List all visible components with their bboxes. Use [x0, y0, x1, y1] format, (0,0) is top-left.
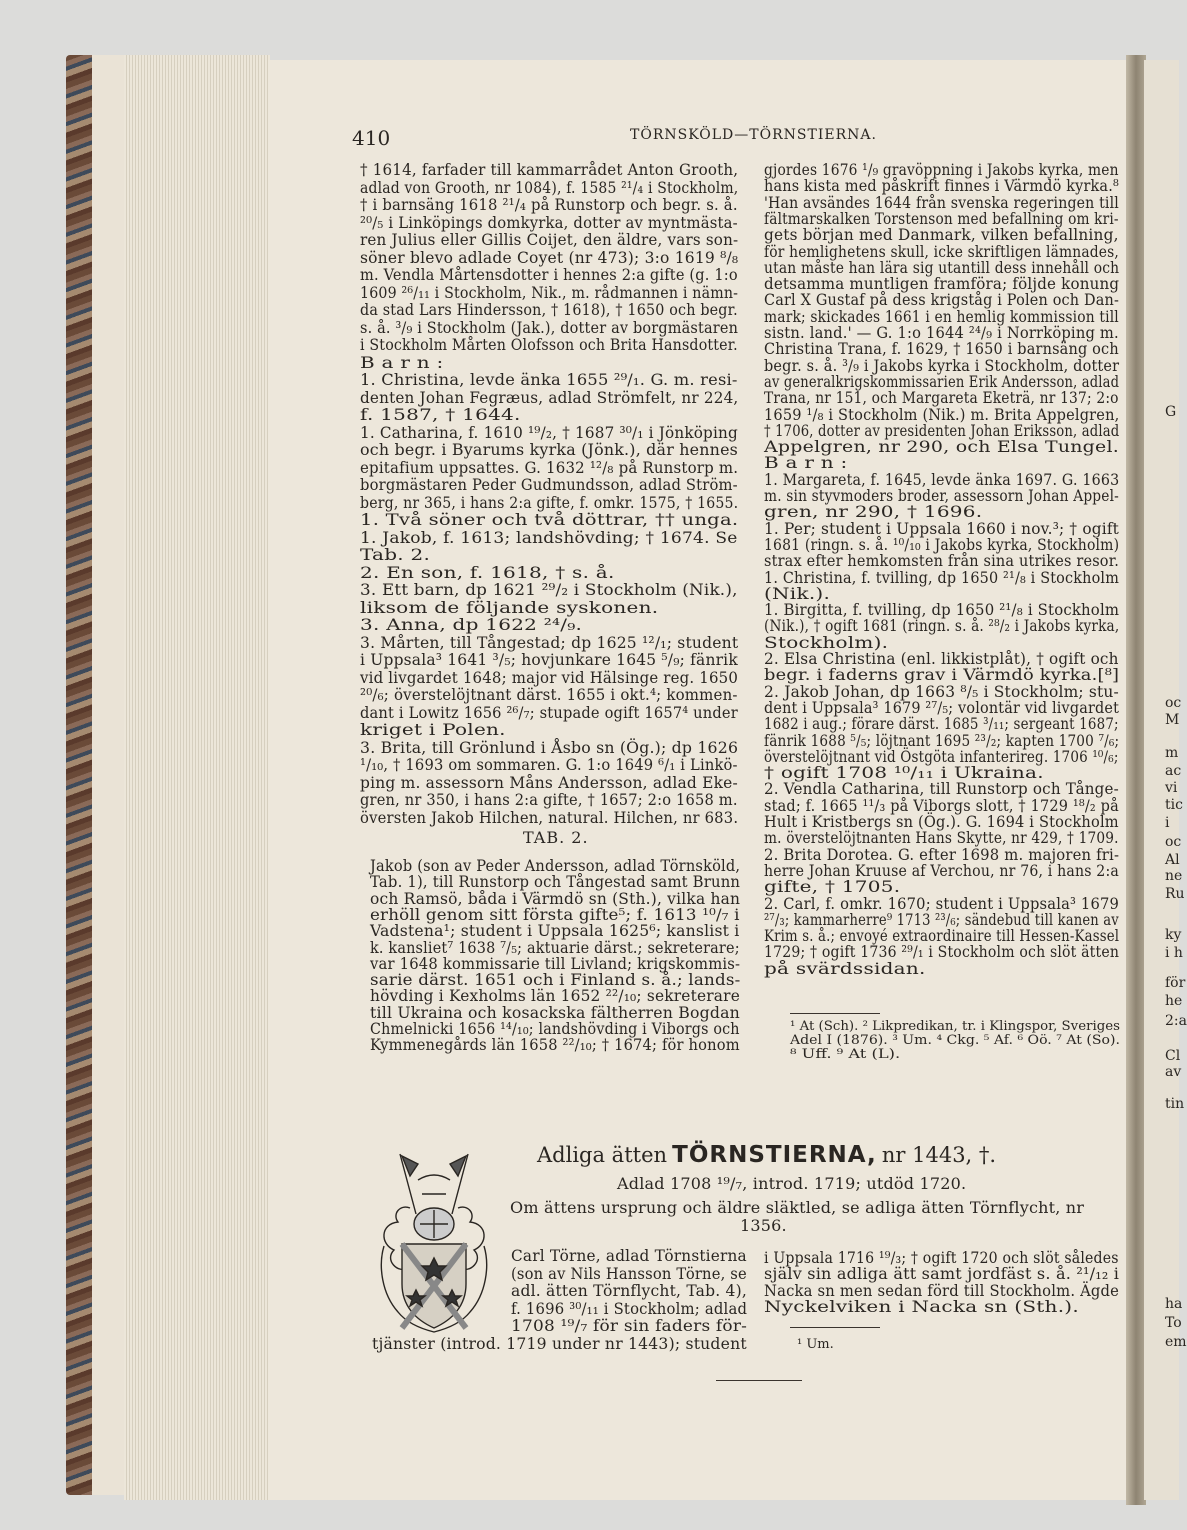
next-page-fragment: tic [1165, 797, 1183, 813]
text-line: ¹/₁₀, † 1693 om sommaren. G. 1:o 1649 ⁶/₁ i Linkö- [360, 755, 738, 774]
text-line: 2. Vendla Catharina, till Runstorp och Tånge- [764, 779, 1119, 799]
text-line: 1729; † ogift 1736 ²⁹/₁ i Stockholm och slöt ätten [764, 942, 1120, 962]
text-line: sistn. land.' — G. 1:o 1644 ²⁴/₉ i Norrköping m. [764, 323, 1119, 342]
text-line: 1. Birgitta, f. tvilling, dp 1650 ²¹/₈ i Stockholm [764, 600, 1120, 620]
next-page-fragment: em [1165, 1334, 1187, 1350]
text-line: 1. Per; student i Uppsala 1660 i nov.³; † ogift [764, 518, 1120, 538]
text-line: tjänster (introd. 1719 under nr 1443); student [372, 1333, 747, 1353]
text-line: borgmästaren Peder Gudmundsson, adlad Ström- [360, 475, 738, 494]
text-line: m. Vendla Mårtensdotter i hennes 2:a gifte (g. 1:o [360, 265, 738, 284]
next-page-fragment: 2:a [1165, 1013, 1187, 1029]
next-page-fragment: vi [1165, 780, 1178, 796]
text-line: Stockholm). [764, 632, 889, 652]
text-line: Tab. 1), till Runstorp och Tångestad samt Brunn [370, 872, 741, 892]
text-line: 1. Christina, levde änka 1655 ²⁹/₁. G. m. resi- [360, 370, 738, 389]
text-line: (son av Nils Hansson Törne, se [511, 1263, 747, 1283]
text-line: 1. Jakob, f. 1613; landshövding; † 1674. Se [360, 527, 738, 547]
text-line: 1659 ¹/₈ i Stockholm (Nik.) m. Brita Appelgren, [764, 404, 1120, 424]
next-page-fragment: M [1165, 712, 1180, 728]
footnote-line: ⁸ Uff. ⁹ At (L). [790, 1047, 901, 1062]
text-line: ping m. assessorn Måns Andersson, adlad Eke- [360, 772, 738, 792]
text-line: denten Johan Fegræus, adlad Strömfelt, nr 224, [360, 387, 739, 407]
front-endpaper [92, 55, 126, 1495]
text-line: av generalkrigskommissarien Erik Andersson, adlad [764, 371, 1120, 391]
text-line: (Nik.), † ogift 1681 (ringn. s. å. ²⁸/₂ i Jakobs kyrka, [764, 616, 1120, 636]
text-line: k. kansliet⁷ 1638 ⁷/₅; aktuarie därst.; sekreterare; [370, 937, 740, 957]
text-line: liksom de följande syskonen. [360, 597, 659, 617]
text-line: ²⁰/₆; överstelöjtnant därst. 1655 i okt.⁴; kommen- [360, 685, 738, 704]
text-line: berg, nr 365, i hans 2:a gifte, f. omkr. 1575, † 1655. [360, 492, 739, 512]
text-line: 1708 ¹⁹/₇ för sin faders för- [511, 1316, 748, 1335]
text-line: 1. Margareta, f. 1645, levde änka 1697. G. 1663 [764, 469, 1120, 489]
text-line: i Stockholm Mårten Olofsson och Brita Hansdotter. [360, 335, 738, 354]
text-line: s. å. ³/₉ i Stockholm (Jak.), dotter av borgmästaren [360, 317, 739, 337]
next-page-fragment: ky [1165, 927, 1182, 943]
text-line: ²⁰/₅ i Linköpings domkyrka, dotter av myntmästa- [360, 212, 738, 232]
next-page-fragment: i [1165, 815, 1170, 831]
text-line: översten Jakob Hilchen, natural. Hilchen, nr 683. [360, 807, 739, 827]
heading-name: TÖRNSTIERNA, [672, 1142, 877, 1168]
coat-of-arms-icon [372, 1150, 497, 1350]
text-line: Carl X Gustaf på dess krigståg i Polen och Dan- [764, 290, 1120, 310]
text-line: och Ramsö, båda i Värmdö sn (Sth.), vilka han [370, 888, 741, 908]
text-line: söner blevo adlade Coyet (nr 473); 3:o 1619 ⁸/₈ [360, 247, 739, 267]
text-line: 1. Catharina, f. 1610 ¹⁹/₂, † 1687 ³⁰/₁ i Jönköping [360, 422, 738, 442]
text-line: fältmarskalken Torstenson med befallning om kri- [764, 208, 1119, 228]
text-line: dent i Uppsala³ 1679 ²⁷/₅; volontär vid livgardet [764, 697, 1120, 717]
text-line: och begr. i Byarums kyrka (Jönk.), där hennes [360, 440, 739, 459]
text-line: fänrik 1688 ⁵/₅; löjtnant 1695 ²³/₂; kapten 1700 ⁷/₆; [764, 730, 1120, 750]
next-page-fragment: To [1165, 1315, 1182, 1331]
tab2-heading: TAB. 2. [523, 828, 589, 847]
text-line: gifte, † 1705. [764, 877, 901, 897]
text-line: detsamma muntligen framföra; följde konung [764, 274, 1120, 294]
footnote-line: Adel I (1876). ³ Um. ⁴ Ckg. ⁵ Af. ⁶ Oö. ⁷ At (So). [790, 1033, 1120, 1048]
text-line: strax efter hemkomsten från sina utrikes resor. [764, 551, 1119, 571]
tornstierna-sub2a: Om ättens ursprung och äldre släktled, se adliga ätten Törnflycht, nr [510, 1198, 1085, 1217]
text-line: 1681 (ringn. s. å. ¹⁰/₁₀ i Jakobs kyrka, Stockholm) [764, 534, 1120, 554]
text-line: 3. Brita, till Grönlund i Åsbo sn (Ög.); dp 1626 [360, 737, 739, 757]
next-page-fragment: ha [1165, 1296, 1183, 1312]
tornstierna-sub2b: 1356. [740, 1216, 787, 1235]
text-line: mark; skickades 1661 i en hemlig kommission till [764, 306, 1119, 326]
text-line: Appelgren, nr 290, och Elsa Tungel. [764, 437, 1120, 457]
text-line: m. överstelöjtnanten Hans Skytte, nr 429, † 1709. [764, 828, 1119, 848]
footnote-rule [790, 1013, 880, 1014]
text-line: † 1706, dotter av presidenten Johan Eriksson, adlad [764, 420, 1120, 440]
next-page-fragment: Ru [1165, 886, 1185, 902]
next-page-fragment: ne [1165, 868, 1183, 884]
next-page-fragment: m [1165, 745, 1179, 761]
text-line: var 1648 kommissarie till Livland; krigskommis- [370, 953, 741, 973]
text-line: Chmelnicki 1656 ¹⁴/₁₀; landshövding i Viborgs och [370, 1019, 740, 1038]
text-line: erhöll genom sitt första gifte⁵; f. 1613 ¹⁰/₇ i [370, 904, 740, 924]
next-page-fragment: i h [1165, 945, 1183, 961]
text-line: kriget i Polen. [360, 720, 506, 739]
text-line: 2. Elsa Christina (enl. likkistplåt), † ogift och [764, 649, 1119, 668]
text-line: stad; f. 1665 ¹¹/₃ på Viborgs slott, † 1729 ¹⁸/₂ på [764, 795, 1119, 815]
text-line: hans kista med påskrift finnes i Värmdö kyrka.⁸ [764, 176, 1119, 196]
text-line: utan måste han lära sig utantill dess innehåll och [764, 257, 1120, 277]
text-line: 3. Mårten, till Tångestad; dp 1625 ¹²/₁; student [360, 632, 739, 652]
text-line: 1. Christina, f. tvilling, dp 1650 ²¹/₈ i Stockholm [764, 567, 1120, 587]
text-line: f. 1587, † 1644. [360, 405, 521, 424]
footnote-line: ¹ At (Sch). ² Likpredikan, tr. i Klingspor, Sveriges [790, 1019, 1120, 1034]
text-line: 1682 i aug.; förare därst. 1685 ³/₁₁; sergeant 1687; [764, 714, 1119, 734]
text-line: Trana, nr 151, och Margareta Eketrä, nr 137; 2:o [764, 388, 1119, 408]
text-line: Hult i Kristbergs sn (Ög.). G. 1694 i Stockholm [764, 812, 1119, 831]
next-page-fragment: tin [1165, 1096, 1185, 1112]
text-line: (Nik.). [764, 583, 831, 603]
text-line: 3. Ett barn, dp 1621 ²⁹/₂ i Stockholm (Nik.), [360, 580, 738, 599]
text-line: m. sin styvmoders broder, assessorn Johan Appel- [764, 486, 1119, 505]
next-page-fragment: Cl [1165, 1048, 1181, 1064]
tornstierna-footnote-rule [790, 1327, 880, 1328]
heading-prefix: Adliga ätten [537, 1143, 668, 1167]
text-line: 2. Jakob Johan, dp 1663 ⁸/₅ i Stockholm; stu- [764, 681, 1119, 701]
text-line: f. 1696 ³⁰/₁₁ i Stockholm; adlad [511, 1298, 748, 1318]
text-line: Krim s. å.; envoyé extraordinaire till Hessen-Kassel [764, 926, 1120, 946]
next-page-fragment: för [1165, 975, 1186, 991]
next-page-fragment: G [1165, 404, 1177, 420]
text-line: adlad von Grooth, nr 1084), f. 1585 ²¹/₄ i Stockholm, [360, 177, 739, 197]
text-line: 3. Anna, dp 1622 ²⁴/₉. [360, 615, 583, 634]
page-edges [124, 55, 270, 1500]
text-line: i Uppsala 1716 ¹⁹/₃; † ogift 1720 och slöt således [764, 1248, 1119, 1267]
text-line: på svärdssidan. [764, 958, 926, 978]
page-number: 410 [352, 126, 391, 150]
text-line: adl. ätten Törnflycht, Tab. 4), [511, 1281, 748, 1300]
next-page-fragment: Al [1165, 852, 1180, 868]
text-line: † ogift 1708 ¹⁰/₁₁ i Ukraina. [764, 763, 1044, 783]
text-line: Nacka sn men sedan förd till Stockholm. Ägde [764, 1280, 1120, 1300]
next-page-fragment: oc [1165, 834, 1182, 850]
text-line: till Ukraina och kosackska fältherren Bogdan [370, 1002, 740, 1022]
text-line: gets början med Danmark, vilken befallning, [764, 225, 1119, 245]
book-gutter [1126, 55, 1146, 1505]
text-line: 2. Brita Dorotea. G. efter 1698 m. majoren fri- [764, 844, 1120, 864]
text-line: herre Johan Kruuse af Verchou, nr 76, i hans 2:a [764, 860, 1119, 880]
tornstierna-heading [537, 1144, 996, 1167]
text-line: Vadstena¹; student i Uppsala 1625⁶; kanslist i [370, 921, 740, 941]
text-line: B a r n : [360, 352, 444, 372]
tornstierna-footnote: ¹ Um. [797, 1337, 834, 1352]
text-line: Christina Trana, f. 1629, † 1650 i barnsäng och [764, 339, 1119, 359]
text-line: epitafium uppsattes. G. 1632 ¹²/₈ på Runstorp m. [360, 457, 739, 477]
next-page-fragment: oc [1165, 695, 1182, 711]
text-line: ren Julius eller Gillis Coijet, den äldre, vars son- [360, 230, 739, 249]
text-line: Tab. 2. [360, 545, 431, 564]
heading-suffix: nr 1443, †. [881, 1143, 997, 1167]
text-line: gjordes 1676 ¹/₉ gravöppning i Jakobs kyrka, men [764, 160, 1119, 179]
text-line: hövding i Kexholms län 1652 ²²/₁₀; sekreterare [370, 986, 740, 1006]
text-line: sarie därst. 1651 och i Finland s. å.; lands- [370, 970, 741, 990]
text-line: själv sin adliga ätt samt jordfäst s. å. ²¹/₁₂ i [764, 1264, 1120, 1284]
text-line: † i barnsäng 1618 ²¹/₄ på Runstorp och begr. s. å. [360, 195, 738, 214]
text-line: i Uppsala³ 1641 ³/₅; hovjunkare 1645 ⁵/₉; fänrik [360, 650, 738, 669]
text-line: † 1614, farfader till kammarrådet Anton Grooth, [360, 160, 739, 179]
text-line: för hemlighetens skull, icke skriftligen lämnades, [764, 241, 1119, 261]
text-line: gren, nr 350, i hans 2:a gifte, † 1657; 2:o 1658 m. [360, 790, 738, 809]
text-line: Nyckelviken i Nacka sn (Sth.). [764, 1296, 1079, 1316]
text-line: överstelöjtnant vid Östgöta infanterireg. 1706 ¹⁰/₆; [764, 746, 1119, 766]
next-page-fragment: av [1165, 1064, 1182, 1080]
text-line: gren, nr 290, † 1696. [764, 502, 983, 522]
text-line: 2. Carl, f. omkr. 1670; student i Uppsala³ 1679 [764, 893, 1120, 913]
text-line: Kymmenegårds län 1658 ²²/₁₀; † 1674; för honom [370, 1035, 740, 1055]
next-page-fragment: he [1165, 993, 1183, 1009]
text-line: begr. s. å. ³/₉ i Jakobs kyrka i Stockholm, dotter [764, 355, 1120, 375]
text-line: 'Han avsändes 1644 från svenska regeringen till [764, 192, 1119, 212]
text-line: ²⁷/₃; kammarherre⁹ 1713 ²³/₆; sändebud till kanen av [764, 909, 1119, 929]
text-line: Carl Törne, adlad Törnstierna [511, 1246, 747, 1265]
end-rule [716, 1380, 802, 1381]
tornstierna-sub1: Adlad 1708 ¹⁹/₇, introd. 1719; utdöd 1720. [617, 1174, 967, 1193]
text-line: Jakob (son av Peder Andersson, adlad Törnsköld, [370, 856, 741, 875]
text-line: 2. En son, f. 1618, † s. å. [360, 562, 615, 582]
text-line: begr. i faderns grav i Värmdö kyrka.[⁸] [764, 665, 1120, 685]
text-line: 1. Två söner och två döttrar, †† unga. [360, 510, 739, 529]
text-line: vid livgardet 1648; major vid Hälsinge reg. 1650 [360, 667, 739, 687]
next-page-fragment: ac [1165, 763, 1182, 779]
text-line: da stad Lars Hindersson, † 1618), † 1650 och begr. [360, 300, 738, 319]
text-line: B a r n : [764, 453, 848, 473]
text-line: dant i Lowitz 1656 ²⁶/₇; stupade ogift 1657⁴ under [360, 702, 738, 722]
running-title: TÖRNSKÖLD—TÖRNSTIERNA. [630, 127, 877, 143]
text-line: 1609 ²⁶/₁₁ i Stockholm, Nik., m. rådmannen i nämn- [360, 282, 739, 302]
